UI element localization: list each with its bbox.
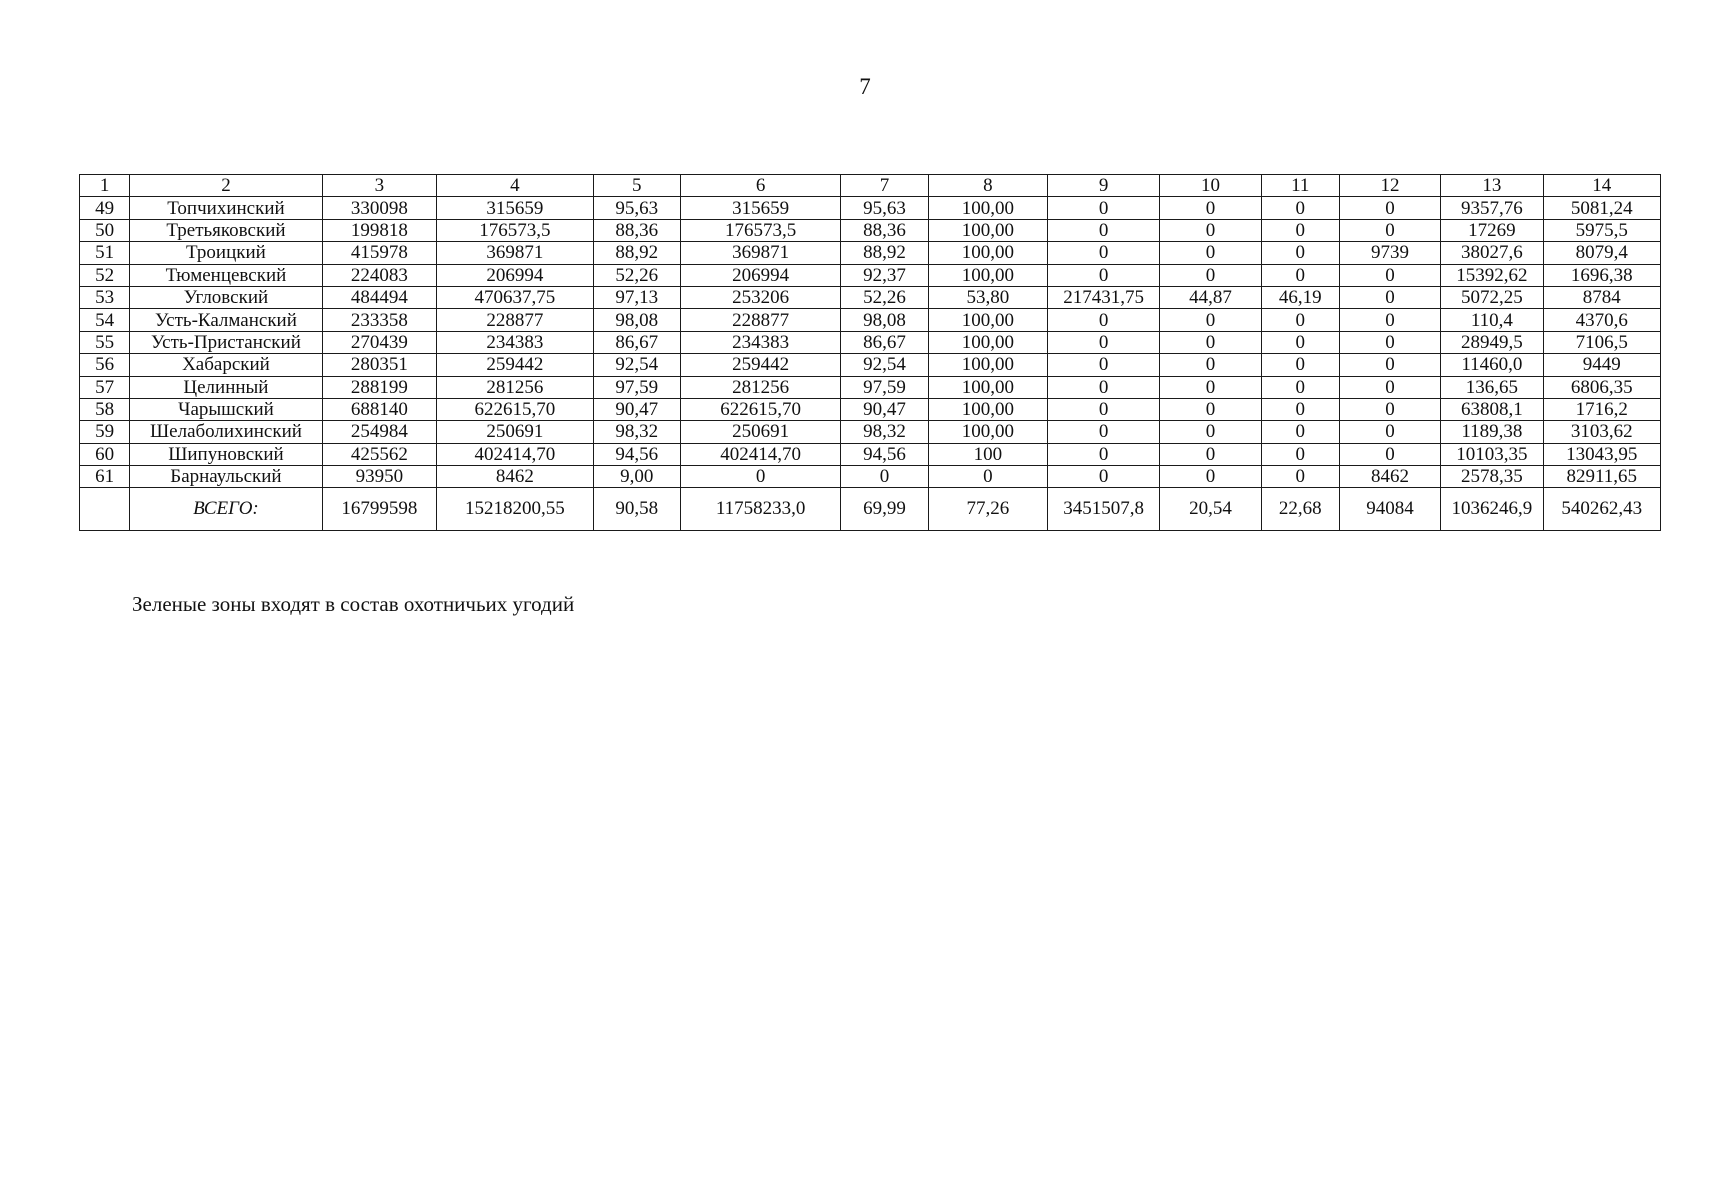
table-cell: 100,00: [928, 309, 1047, 331]
table-cell: 280351: [322, 354, 436, 376]
table-cell: 369871: [680, 242, 841, 264]
table-cell: 0: [1048, 242, 1160, 264]
table-cell: 281256: [680, 376, 841, 398]
column-header: 9: [1048, 175, 1160, 197]
column-header: 2: [130, 175, 323, 197]
total-cell: 3451507,8: [1048, 488, 1160, 531]
table-cell: 86,67: [841, 331, 928, 353]
table-cell: 97,59: [841, 376, 928, 398]
table-cell: 11460,0: [1441, 354, 1543, 376]
table-cell: 224083: [322, 264, 436, 286]
district-name-cell: Усть-Калманский: [130, 309, 323, 331]
table-cell: 234383: [437, 331, 593, 353]
total-cell: 22,68: [1261, 488, 1339, 531]
table-cell: 0: [1261, 354, 1339, 376]
district-name-cell: Барнаульский: [130, 466, 323, 488]
table-cell: 0: [1339, 421, 1440, 443]
table-cell: 0: [1339, 286, 1440, 308]
table-cell: 0: [1160, 443, 1261, 465]
table-cell: 0: [1048, 443, 1160, 465]
row-number-cell: 55: [80, 331, 130, 353]
table-cell: 38027,6: [1441, 242, 1543, 264]
table-row: [80, 466, 1661, 488]
table-cell: 0: [1160, 354, 1261, 376]
data-table: [79, 174, 1661, 531]
column-header: 4: [437, 175, 593, 197]
table-cell: 8079,4: [1543, 242, 1660, 264]
table-cell: 8462: [437, 466, 593, 488]
table-cell: 0: [1261, 398, 1339, 420]
table-cell: 0: [928, 466, 1047, 488]
table-cell: 330098: [322, 197, 436, 219]
column-header: 12: [1339, 175, 1440, 197]
row-number-cell: 60: [80, 443, 130, 465]
table-cell: 0: [1048, 354, 1160, 376]
column-header: 5: [593, 175, 680, 197]
district-name-cell: Хабарский: [130, 354, 323, 376]
table-cell: 0: [1048, 376, 1160, 398]
table-cell: 0: [1048, 309, 1160, 331]
table-cell: 88,92: [841, 242, 928, 264]
table-cell: 136,65: [1441, 376, 1543, 398]
table-cell: 6806,35: [1543, 376, 1660, 398]
row-number-cell: 53: [80, 286, 130, 308]
table-cell: 15392,62: [1441, 264, 1543, 286]
table-cell: 17269: [1441, 219, 1543, 241]
table-cell: 0: [1048, 421, 1160, 443]
table-cell: 63808,1: [1441, 398, 1543, 420]
table-cell: 233358: [322, 309, 436, 331]
table-cell: 176573,5: [680, 219, 841, 241]
table-cell: 176573,5: [437, 219, 593, 241]
table-cell: 0: [1261, 331, 1339, 353]
table-cell: 0: [1261, 466, 1339, 488]
table-cell: 93950: [322, 466, 436, 488]
table-cell: 0: [1160, 197, 1261, 219]
table-cell: 97,13: [593, 286, 680, 308]
table-cell: 98,08: [841, 309, 928, 331]
table-row: [80, 219, 1661, 241]
table-cell: 44,87: [1160, 286, 1261, 308]
table-cell: 46,19: [1261, 286, 1339, 308]
table-cell: 484494: [322, 286, 436, 308]
table-cell: 9357,76: [1441, 197, 1543, 219]
table-cell: 1189,38: [1441, 421, 1543, 443]
table-cell: 0: [1160, 421, 1261, 443]
table-cell: 253206: [680, 286, 841, 308]
row-number-cell: 58: [80, 398, 130, 420]
table-cell: 9739: [1339, 242, 1440, 264]
table-cell: 0: [1339, 331, 1440, 353]
total-cell: 77,26: [928, 488, 1047, 531]
district-name-cell: Чарышский: [130, 398, 323, 420]
table-row: [80, 421, 1661, 443]
table-row: [80, 376, 1661, 398]
table-cell: 0: [1261, 264, 1339, 286]
table-cell: 234383: [680, 331, 841, 353]
table-cell: 8462: [1339, 466, 1440, 488]
column-header: 11: [1261, 175, 1339, 197]
total-cell: [80, 488, 130, 531]
district-name-cell: Усть-Пристанский: [130, 331, 323, 353]
table-cell: 88,36: [841, 219, 928, 241]
table-cell: 259442: [437, 354, 593, 376]
table-cell: 100,00: [928, 376, 1047, 398]
table-cell: 0: [1261, 197, 1339, 219]
table-cell: 254984: [322, 421, 436, 443]
table-cell: 281256: [437, 376, 593, 398]
table-cell: 3103,62: [1543, 421, 1660, 443]
table-cell: 100,00: [928, 331, 1047, 353]
total-cell: 15218200,55: [437, 488, 593, 531]
table-row: [80, 443, 1661, 465]
table-cell: 1716,2: [1543, 398, 1660, 420]
table-cell: 0: [1261, 242, 1339, 264]
table-cell: 0: [1160, 376, 1261, 398]
table-cell: 100: [928, 443, 1047, 465]
table-cell: 53,80: [928, 286, 1047, 308]
table-cell: 0: [1160, 331, 1261, 353]
table-cell: 0: [1048, 264, 1160, 286]
table-cell: 88,92: [593, 242, 680, 264]
total-label: ВСЕГО:: [130, 488, 323, 531]
table-row: [80, 354, 1661, 376]
row-number-cell: 61: [80, 466, 130, 488]
table-cell: 259442: [680, 354, 841, 376]
table-cell: 622615,70: [437, 398, 593, 420]
table-cell: 92,54: [841, 354, 928, 376]
table-cell: 100,00: [928, 197, 1047, 219]
table-cell: 2578,35: [1441, 466, 1543, 488]
table-cell: 0: [1339, 197, 1440, 219]
table-cell: 0: [1048, 331, 1160, 353]
row-number-cell: 56: [80, 354, 130, 376]
table-cell: 95,63: [593, 197, 680, 219]
table-cell: 0: [1339, 264, 1440, 286]
table-cell: 0: [1048, 398, 1160, 420]
table-row: [80, 309, 1661, 331]
table-cell: 206994: [437, 264, 593, 286]
district-name-cell: Целинный: [130, 376, 323, 398]
table-cell: 10103,35: [1441, 443, 1543, 465]
table-row: [80, 398, 1661, 420]
table-cell: 5975,5: [1543, 219, 1660, 241]
table-row: [80, 331, 1661, 353]
table-row: [80, 264, 1661, 286]
column-header: 7: [841, 175, 928, 197]
table-cell: 0: [1261, 421, 1339, 443]
header-row: [80, 175, 1661, 197]
table-cell: 402414,70: [680, 443, 841, 465]
table-cell: 0: [1160, 242, 1261, 264]
page-number: 7: [859, 74, 871, 99]
table-cell: 217431,75: [1048, 286, 1160, 308]
table-cell: 270439: [322, 331, 436, 353]
column-header: 14: [1543, 175, 1660, 197]
table-cell: 4370,6: [1543, 309, 1660, 331]
table-cell: 0: [1261, 376, 1339, 398]
table-cell: 88,36: [593, 219, 680, 241]
table-cell: 9,00: [593, 466, 680, 488]
table-cell: 622615,70: [680, 398, 841, 420]
district-name-cell: Угловский: [130, 286, 323, 308]
table-cell: 0: [1160, 219, 1261, 241]
row-number-cell: 50: [80, 219, 130, 241]
table-cell: 0: [1339, 309, 1440, 331]
total-cell: 69,99: [841, 488, 928, 531]
table-cell: 100,00: [928, 398, 1047, 420]
table-cell: 0: [841, 466, 928, 488]
table-cell: 0: [1339, 376, 1440, 398]
table-cell: 92,37: [841, 264, 928, 286]
table-cell: 0: [1339, 443, 1440, 465]
table-cell: 0: [1160, 466, 1261, 488]
table-cell: 425562: [322, 443, 436, 465]
column-header: 3: [322, 175, 436, 197]
district-name-cell: Топчихинский: [130, 197, 323, 219]
table-cell: 470637,75: [437, 286, 593, 308]
total-row: [80, 488, 1661, 531]
table-cell: 100,00: [928, 264, 1047, 286]
table-cell: 13043,95: [1543, 443, 1660, 465]
table-row: [80, 242, 1661, 264]
total-cell: 20,54: [1160, 488, 1261, 531]
table-cell: 98,32: [841, 421, 928, 443]
row-number-cell: 49: [80, 197, 130, 219]
table-cell: 415978: [322, 242, 436, 264]
table-cell: 97,59: [593, 376, 680, 398]
table-cell: 110,4: [1441, 309, 1543, 331]
row-number-cell: 51: [80, 242, 130, 264]
table-cell: 369871: [437, 242, 593, 264]
table-cell: 250691: [437, 421, 593, 443]
table-cell: 0: [1048, 197, 1160, 219]
row-number-cell: 59: [80, 421, 130, 443]
table-cell: 0: [1160, 309, 1261, 331]
table-cell: 315659: [680, 197, 841, 219]
total-cell: 16799598: [322, 488, 436, 531]
table-cell: 0: [1048, 466, 1160, 488]
table-cell: 90,47: [593, 398, 680, 420]
total-cell: 90,58: [593, 488, 680, 531]
table-cell: 94,56: [593, 443, 680, 465]
table-cell: 100,00: [928, 354, 1047, 376]
table-cell: 28949,5: [1441, 331, 1543, 353]
row-number-cell: 52: [80, 264, 130, 286]
district-name-cell: Троицкий: [130, 242, 323, 264]
column-header: 13: [1441, 175, 1543, 197]
table-cell: 94,56: [841, 443, 928, 465]
column-header: 8: [928, 175, 1047, 197]
table-cell: 98,08: [593, 309, 680, 331]
table-cell: 100,00: [928, 421, 1047, 443]
table-cell: 0: [1261, 309, 1339, 331]
district-name-cell: Шелаболихинский: [130, 421, 323, 443]
table-cell: 199818: [322, 219, 436, 241]
table-cell: 0: [1160, 264, 1261, 286]
district-name-cell: Третьяковский: [130, 219, 323, 241]
table-cell: 315659: [437, 197, 593, 219]
footnote: Зеленые зоны входят в состав охотничьих угодий: [132, 592, 575, 616]
column-header: 6: [680, 175, 841, 197]
table-cell: 90,47: [841, 398, 928, 420]
table-cell: 95,63: [841, 197, 928, 219]
table-cell: 9449: [1543, 354, 1660, 376]
table-cell: 0: [1339, 398, 1440, 420]
table-cell: 5072,25: [1441, 286, 1543, 308]
column-header: 1: [80, 175, 130, 197]
table-cell: 228877: [680, 309, 841, 331]
table-cell: 0: [680, 466, 841, 488]
table-cell: 52,26: [841, 286, 928, 308]
table-cell: 206994: [680, 264, 841, 286]
district-name-cell: Тюменцевский: [130, 264, 323, 286]
total-cell: 1036246,9: [1441, 488, 1543, 531]
row-number-cell: 57: [80, 376, 130, 398]
table-cell: 86,67: [593, 331, 680, 353]
table-cell: 7106,5: [1543, 331, 1660, 353]
table-cell: 8784: [1543, 286, 1660, 308]
table-cell: 0: [1261, 219, 1339, 241]
table-cell: 0: [1339, 219, 1440, 241]
table-cell: 688140: [322, 398, 436, 420]
table-cell: 250691: [680, 421, 841, 443]
table-cell: 0: [1048, 219, 1160, 241]
table-body: [80, 197, 1661, 531]
table-cell: 5081,24: [1543, 197, 1660, 219]
table-cell: 92,54: [593, 354, 680, 376]
table-cell: 98,32: [593, 421, 680, 443]
table-cell: 228877: [437, 309, 593, 331]
table-cell: 52,26: [593, 264, 680, 286]
table-cell: 402414,70: [437, 443, 593, 465]
table-row: [80, 197, 1661, 219]
total-cell: 11758233,0: [680, 488, 841, 531]
table-cell: 1696,38: [1543, 264, 1660, 286]
row-number-cell: 54: [80, 309, 130, 331]
table-cell: 288199: [322, 376, 436, 398]
total-cell: 540262,43: [1543, 488, 1660, 531]
total-cell: 94084: [1339, 488, 1440, 531]
table-cell: 0: [1339, 354, 1440, 376]
table-cell: 100,00: [928, 242, 1047, 264]
table-cell: 0: [1261, 443, 1339, 465]
column-header: 10: [1160, 175, 1261, 197]
district-name-cell: Шипуновский: [130, 443, 323, 465]
table-cell: 0: [1160, 398, 1261, 420]
table-cell: 100,00: [928, 219, 1047, 241]
table-row: [80, 286, 1661, 308]
table-cell: 82911,65: [1543, 466, 1660, 488]
